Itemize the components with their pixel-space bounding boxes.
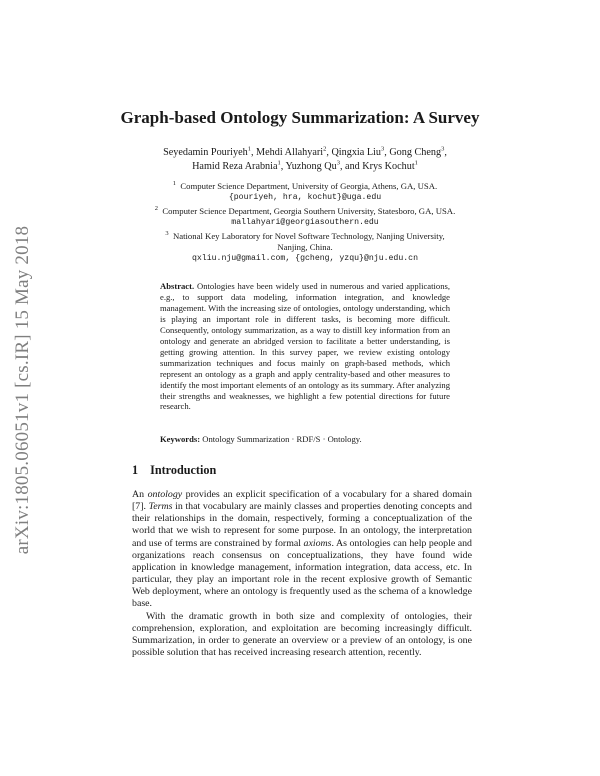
abstract-text: Ontologies have been widely used in numerous and varied applications, e.g., to support data modeling, information integration, and knowledge management. With the increasing size of ontologies, ontology understanding, which is playing an important role in different tasks, is becoming more difficult. Consequently, ontology summarization, as a way to distill key information from an ontology and generate an abridged version to facilitate a better understanding, is getting growing attention. In this survey paper, we review existing ontology summarization techniques and focus mainly on graph-based methods, which represent an ontology as a graph and apply centrality-based and other measures to identify the most important elements of an ontology as its summary. After analyzing their strengths and weaknesses, we highlight a few potential directions for future research.: [160, 281, 450, 412]
affiliation-2: $^2$ Computer Science Department, Georgia Southern University, Statesboro, GA, USA. mallahyari@georgiasouthern.edu: [120, 206, 490, 229]
introduction-body: [132, 489, 472, 659]
abstract: [160, 281, 450, 412]
keywords-text: Ontology Summarization · RDF/S · Ontology.: [202, 434, 362, 444]
section-number: 1: [132, 463, 139, 477]
paragraph: An ontology provides an explicit specification of a vocabulary for a shared domain [7]. Terms in that vocabulary are mainly classes and properties denoting concepts and their relationships in the domain, respectively, forming a conceptualization of the world that we wish to represent for some purpose. In an ontology, the interpretation and use of terms are constrained by formal axioms. As ontologies can help people and organizations reach consensus on conceptualizations, they have found wide application in knowledge management, information integration, data access, etc. In particular, they play an important role in the recent explosive growth of Semantic Web deployment, where an ontology is frequently used as the schema of a knowledge base.: [132, 489, 472, 610]
affiliation-email: {pouriyeh, hra, kochut}@uga.edu: [228, 193, 382, 203]
arxiv-identifier: arXiv:1805.06051v1 [cs.IR] 15 May 2018: [12, 225, 33, 555]
section-title: Introduction: [150, 463, 217, 477]
affiliation-3: $^3$ National Key Laboratory for Novel Software Technology, Nanjing University, Nanjing, China. qxliu.nju@gmail.com, {gcheng, yzqu}@nju.edu.cn: [120, 231, 490, 265]
author-list: [130, 146, 480, 174]
keywords-label: Keywords:: [160, 434, 201, 444]
author-line-1: Seyedamin Pouriyeh$^1$, Mehdi Allahyari$^2$, Qingxia Liu$^3$, Gong Cheng$^3$,: [163, 145, 447, 158]
affiliations: [120, 181, 490, 267]
affiliation-email: mallahyari@georgiasouthern.edu: [231, 218, 379, 228]
abstract-label: Abstract.: [160, 281, 195, 291]
affiliation-1: $^1$ Computer Science Department, University of Georgia, Athens, GA, USA. {pouriyeh, hra, kochut}@uga.edu: [120, 181, 490, 204]
section-heading: [132, 463, 216, 478]
author-line-2: Hamid Reza Arabnia$^1$, Yuzhong Qu$^3$, and Krys Kochut$^1$: [192, 159, 418, 172]
arxiv-sidebar-stamp: [6, 140, 40, 640]
emphasis: Terms: [148, 501, 173, 513]
affiliation-email: qxliu.nju@gmail.com, {gcheng, yzqu}@nju.edu.cn: [191, 254, 418, 264]
keywords: [160, 434, 450, 445]
emphasis: ontology: [147, 489, 183, 500]
emphasis: axioms: [303, 537, 332, 549]
paragraph: With the dramatic growth in both size and complexity of ontologies, their comprehension, exploration, and exploitation are becoming increasingly difficult. Summarization, in order to generate an overview or a preview of an ontology, is one possible solution that has received increasing research attention, recently.: [132, 610, 472, 659]
paper-title: Graph-based Ontology Summarization: A Survey: [120, 108, 480, 127]
